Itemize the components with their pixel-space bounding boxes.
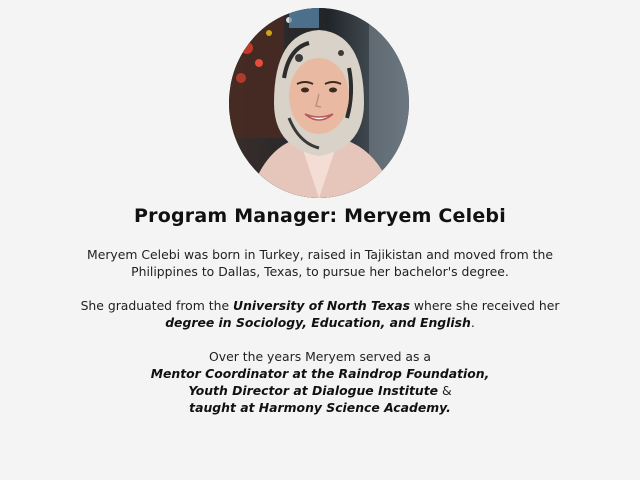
profile-photo <box>229 8 409 198</box>
degree-name: degree in Sociology, Education, and English <box>165 315 471 330</box>
role-mentor-coordinator: Mentor Coordinator at the Raindrop Foundation, <box>150 366 490 381</box>
university-name: University of North Texas <box>233 298 410 313</box>
bio-paragraph-education <box>80 297 560 331</box>
role-youth-director: Youth Director at Dialogue Institute <box>188 383 439 398</box>
role-teacher: taught at Harmony Science Academy. <box>189 400 451 415</box>
education-text-e: . <box>470 315 475 330</box>
bio-paragraph-origin: Meryem Celebi was born in Turkey, raised in Tajikistan and moved from the Philippines to Dallas, Texas, to pursue her bachelor's degree. <box>87 247 553 279</box>
education-text-a: She graduated from the <box>80 298 234 313</box>
roles-intro: Over the years Meryem served as a <box>209 349 431 364</box>
education-text-c: where she received her <box>409 298 560 313</box>
role-youth-director-line <box>80 382 560 399</box>
ampersand: & <box>438 383 452 398</box>
bio-text <box>80 246 560 433</box>
portrait-photo-icon <box>229 8 409 198</box>
bio-paragraph-roles <box>80 348 560 416</box>
page-title: Program Manager: Meryem Celebi <box>134 205 506 227</box>
